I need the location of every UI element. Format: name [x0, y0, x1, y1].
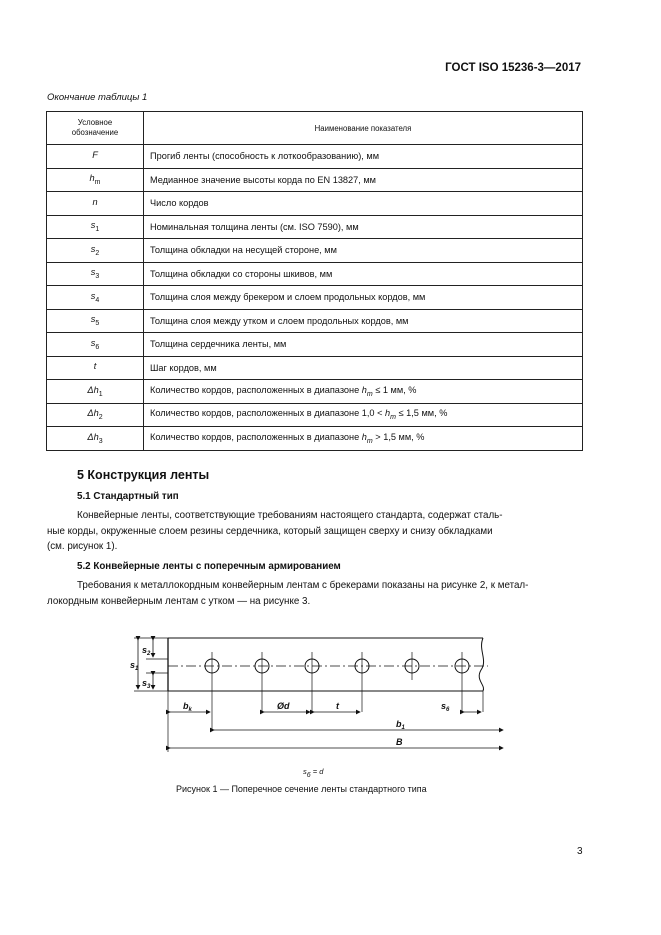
description-cell: Количество кордов, расположенных в диапазоне $h_m \le 1$ мм, % [144, 380, 583, 404]
description-cell: Количество кордов, расположенных в диапазоне $1,0 < h_m \le 1,5$ мм, % [144, 403, 583, 427]
table-row [47, 192, 583, 216]
section-5-1-paragraph: Конвейерные ленты, соответствующие требованиям настоящего стандарта, содержат сталь- ные корды, окруженные слоем резины сердечника, который защищен сверху и снизу обкладками (см. рисунок 1). [47, 510, 503, 552]
table-caption: Окончание таблицы 1 [47, 92, 148, 103]
label-s6: $s_6$ [441, 701, 450, 713]
label-s3: $s_3$ [142, 678, 151, 690]
label-s1: $s_1$ [130, 660, 139, 672]
symbol-cell: t [47, 356, 144, 380]
label-B: B [396, 737, 403, 747]
section-5-title: 5 Конструкция ленты [77, 468, 210, 482]
table-row [47, 427, 583, 451]
description-cell: Прогиб ленты (способность к лоткообразованию), мм [144, 145, 583, 169]
table-row [47, 215, 583, 239]
table-row [47, 168, 583, 192]
label-t: t [336, 701, 339, 711]
symbol-cell: $s_5$ [47, 309, 144, 333]
section-5-1-title: 5.1 Стандартный тип [77, 491, 179, 502]
table-row [47, 145, 583, 169]
label-bk: $b_k$ [183, 701, 192, 713]
table-row [47, 333, 583, 357]
label-s2: $s_2$ [142, 645, 151, 657]
description-cell: Толщина слоя между утком и слоем продольных кордов, мм [144, 309, 583, 333]
label-d: Ød [277, 701, 290, 711]
table-row [47, 380, 583, 404]
table-row [47, 403, 583, 427]
description-cell: Медианное значение высоты корда по EN 13827, мм [144, 168, 583, 192]
description-cell: Толщина обкладки со стороны шкивов, мм [144, 262, 583, 286]
symbol-cell: F [47, 145, 144, 169]
symbol-cell: $\Delta h_2$ [47, 403, 144, 427]
description-cell: Шаг кордов, мм [144, 356, 583, 380]
label-b1: $b_1$ [396, 719, 405, 731]
description-cell: Номинальная толщина ленты (см. ISO 7590), мм [144, 215, 583, 239]
table-row [47, 356, 583, 380]
symbol-cell: $\Delta h_3$ [47, 427, 144, 451]
document-header: ГОСТ ISO 15236-3—2017 [445, 62, 581, 74]
description-cell: Толщина обкладки на несущей стороне, мм [144, 239, 583, 263]
symbol-cell: $\Delta h_1$ [47, 380, 144, 404]
belt-break-line [479, 638, 483, 691]
column-header-symbol: Условное обозначение [47, 112, 144, 145]
table-row [47, 286, 583, 310]
description-cell: Толщина сердечника ленты, мм [144, 333, 583, 357]
symbol-cell: $s_6$ [47, 333, 144, 357]
table-row [47, 262, 583, 286]
section-5-2-paragraph: Требования к металлокордным конвейерным лентам с брекерами показаны на рисунке 2, к метал- локордным конвейерным лентам с утком — на рисунке 3. [47, 580, 529, 607]
page-number: 3 [577, 846, 583, 857]
description-cell: Количество кордов, расположенных в диапазоне $h_m > 1,5$ мм, % [144, 427, 583, 451]
figure-formula: s6 = d [303, 767, 324, 779]
symbol-cell: $s_1$ [47, 215, 144, 239]
symbol-cell: $s_2$ [47, 239, 144, 263]
symbol-cell: $h_m$ [47, 168, 144, 192]
symbol-cell: $s_3$ [47, 262, 144, 286]
description-cell: Толщина слоя между брекером и слоем продольных кордов, мм [144, 286, 583, 310]
column-header-name: Наименование показателя [144, 112, 583, 145]
symbol-cell: $s_4$ [47, 286, 144, 310]
table-row [47, 239, 583, 263]
figure-1-cross-section [128, 630, 508, 760]
description-cell: Число кордов [144, 192, 583, 216]
symbol-cell: n [47, 192, 144, 216]
section-5-2-title: 5.2 Конвейерные ленты с поперечным армированием [77, 561, 341, 572]
symbols-table [46, 111, 583, 451]
table-header-row [47, 112, 583, 145]
figure-caption: Рисунок 1 — Поперечное сечение ленты стандартного типа [176, 784, 427, 794]
table-row [47, 309, 583, 333]
